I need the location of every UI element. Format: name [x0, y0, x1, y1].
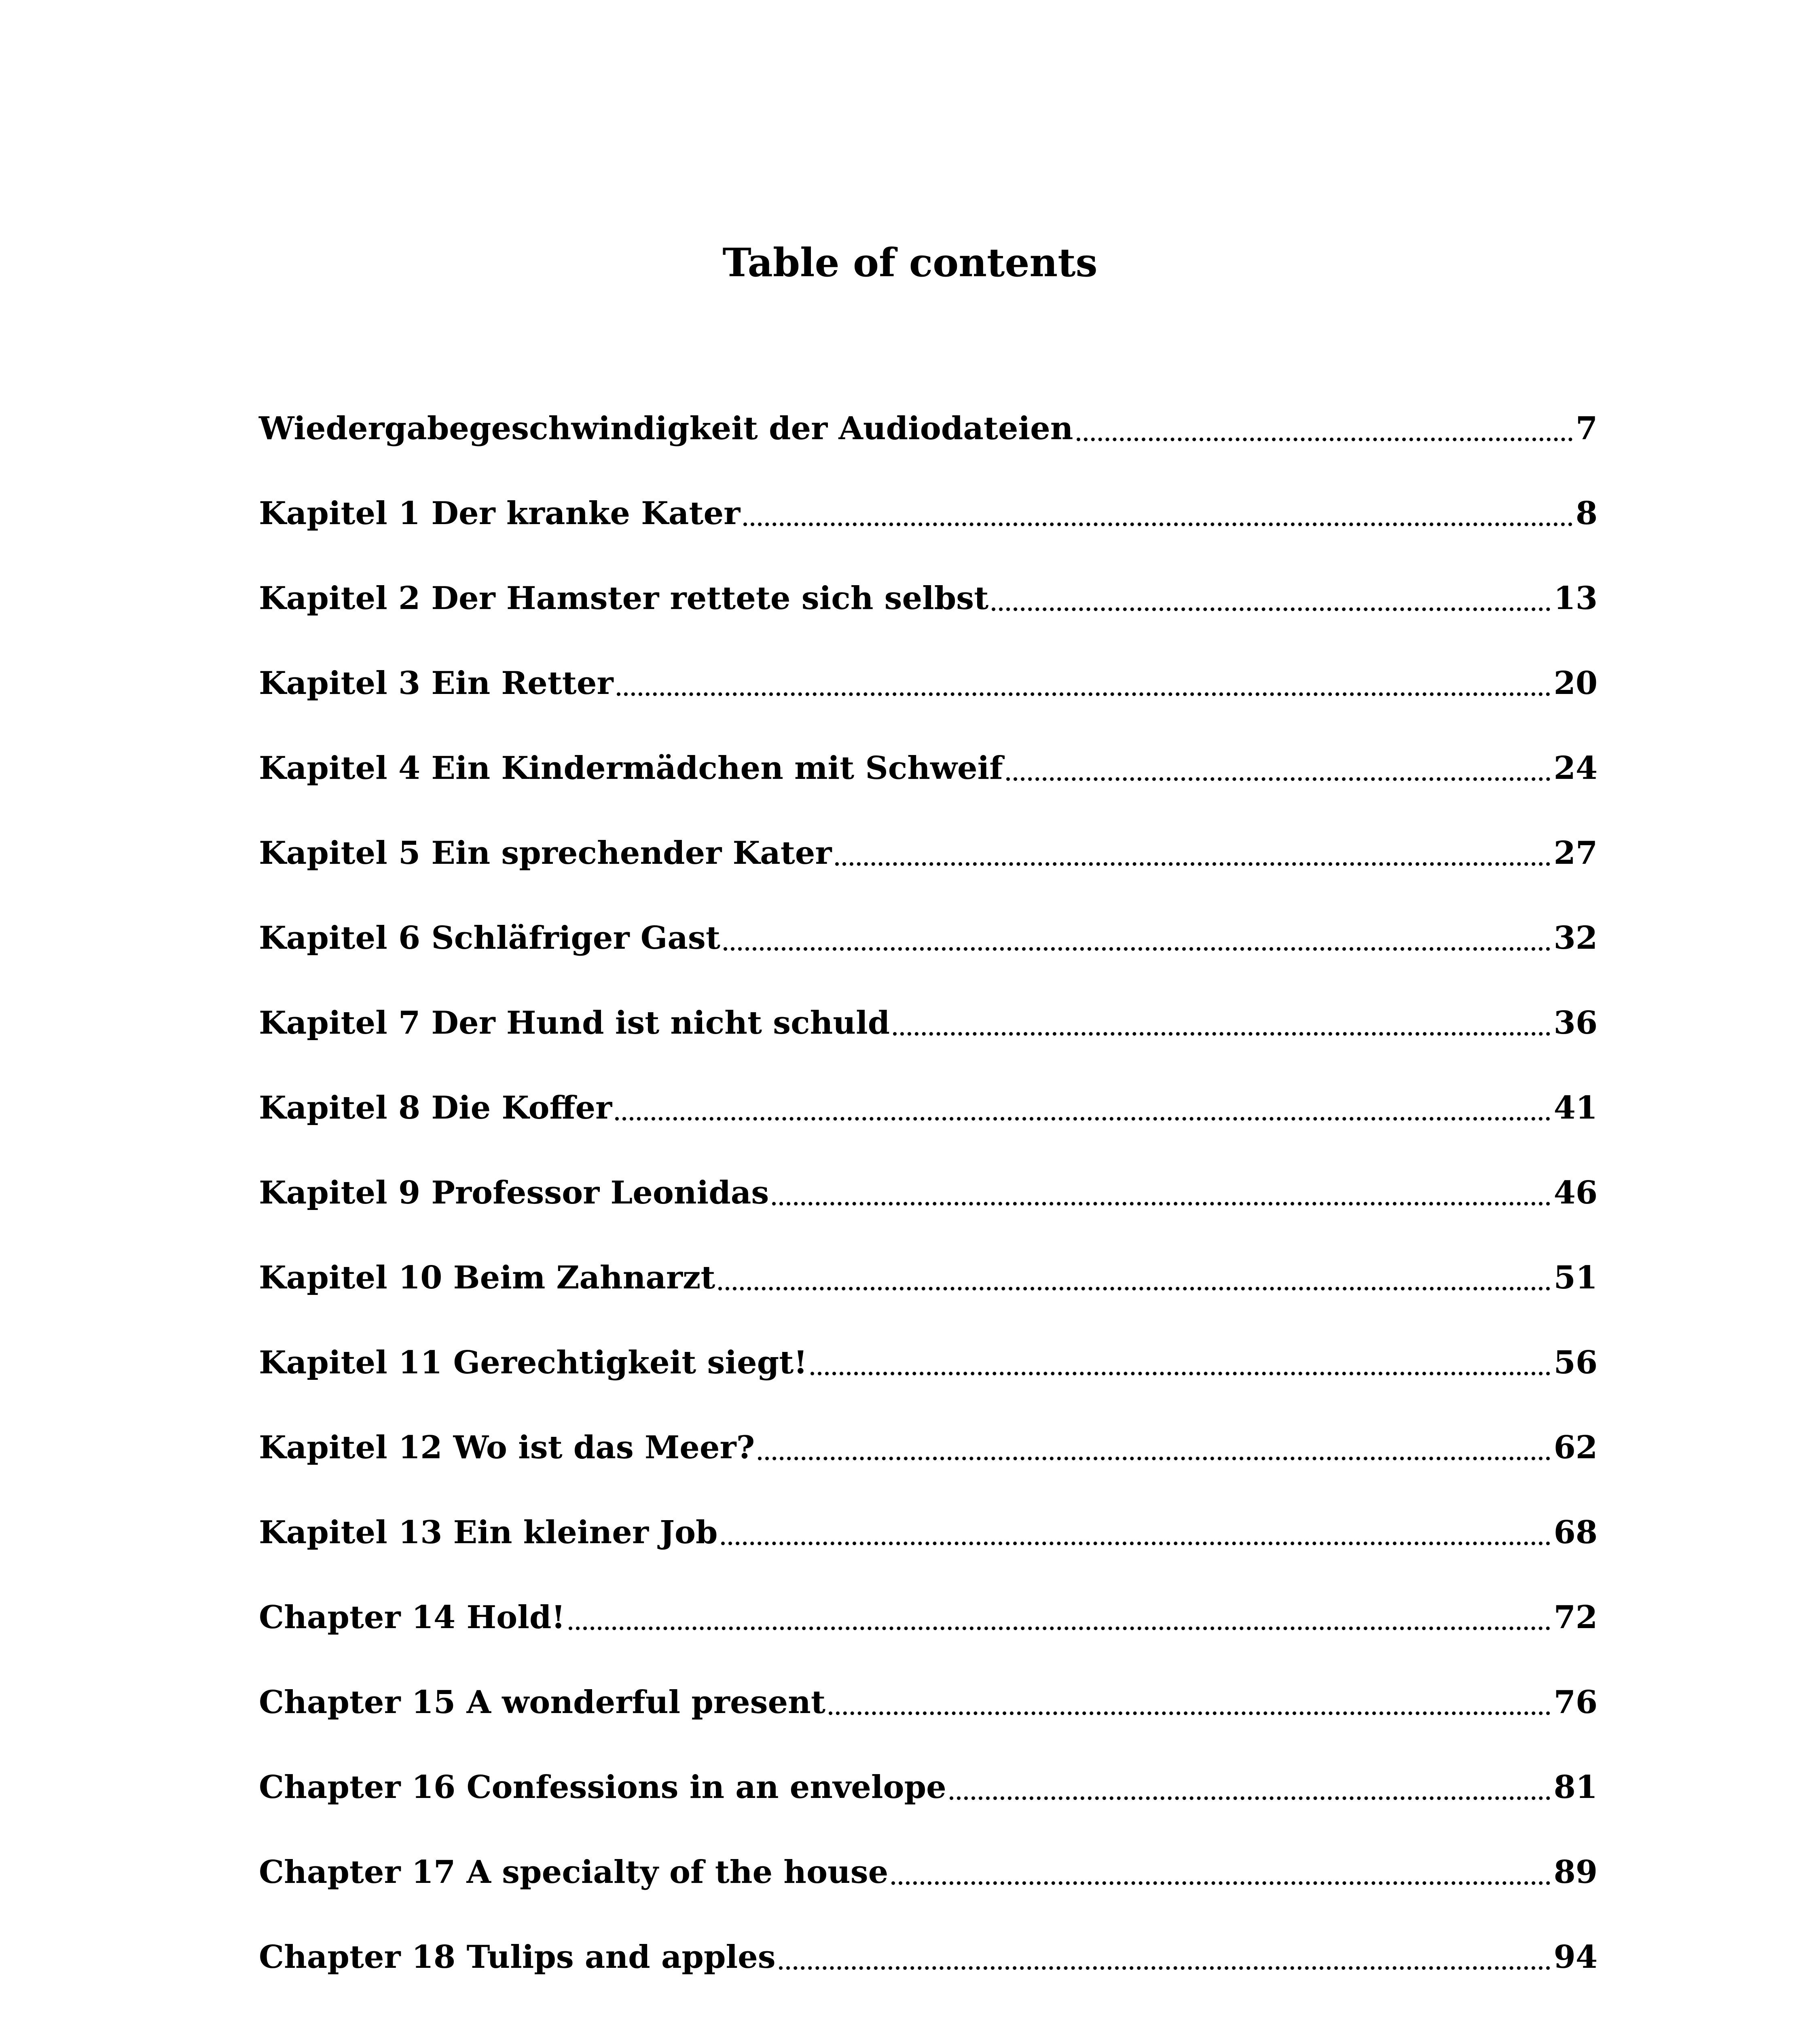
toc-entry-label: Kapitel 1 Der kranke Kater	[259, 495, 741, 532]
dot-leader	[718, 1287, 1550, 1290]
toc-entry-page: 51	[1553, 1259, 1598, 1296]
toc-entry[interactable]	[259, 1300, 1598, 1385]
toc-entry-label: Kapitel 3 Ein Retter	[259, 665, 614, 702]
toc-entry-label: Kapitel 13 Ein kleiner Job	[259, 1514, 718, 1551]
toc-entry-page: 13	[1553, 580, 1598, 617]
toc-entry[interactable]	[259, 1045, 1598, 1130]
toc-entry-page: 7	[1575, 410, 1598, 447]
toc-title: Table of contents	[722, 240, 1098, 286]
toc-entry-page: 41	[1553, 1089, 1598, 1126]
toc-entry[interactable]	[259, 1130, 1598, 1215]
dot-leader	[829, 1711, 1551, 1715]
dot-leader	[893, 1032, 1550, 1036]
toc-entry-label: Kapitel 11 Gerechtigkeit siegt!	[259, 1344, 808, 1381]
dot-leader	[891, 1881, 1550, 1885]
dot-leader	[811, 1372, 1550, 1375]
toc-entry-label: Kapitel 8 Die Koffer	[259, 1089, 612, 1126]
toc-entry-page: 62	[1553, 1429, 1598, 1466]
toc-entry[interactable]	[259, 1555, 1598, 1640]
toc-entry[interactable]	[259, 1725, 1598, 1810]
toc-entry[interactable]	[259, 451, 1598, 536]
dot-leader	[758, 1457, 1550, 1460]
toc-entry[interactable]	[259, 1470, 1598, 1555]
toc-entry-page: 76	[1553, 1684, 1598, 1721]
dot-leader	[721, 1542, 1551, 1545]
toc-entry-label: Kapitel 4 Ein Kindermädchen mit Schweif	[259, 750, 1003, 787]
toc-entry-label: Wiedergabegeschwindigkeit der Audiodateien	[259, 410, 1073, 447]
toc-entry-page: 89	[1553, 1854, 1598, 1891]
dot-leader	[835, 862, 1551, 866]
toc-entry-page: 27	[1553, 835, 1598, 871]
toc-entry-label: Kapitel 5 Ein sprechender Kater	[259, 835, 832, 871]
dot-leader	[1077, 438, 1572, 441]
toc-entry-label: Kapitel 9 Professor Leonidas	[259, 1174, 769, 1211]
toc-entry-page: 94	[1553, 1939, 1598, 1975]
toc-entry-page: 32	[1553, 920, 1598, 956]
toc-entry-page: 24	[1553, 750, 1598, 787]
toc-entry-page: 8	[1575, 495, 1598, 532]
toc-list	[259, 366, 1598, 1980]
dot-leader	[772, 1202, 1550, 1206]
toc-entry-page: 72	[1553, 1599, 1598, 1636]
dot-leader	[743, 522, 1572, 526]
toc-entry[interactable]	[259, 1385, 1598, 1470]
toc-entry-label: Chapter 17 A specialty of the house	[259, 1854, 889, 1891]
toc-entry-label: Kapitel 10 Beim Zahnarzt	[259, 1259, 715, 1296]
dot-leader	[569, 1626, 1551, 1630]
dot-leader	[779, 1966, 1551, 1970]
toc-entry-page: 68	[1553, 1514, 1598, 1551]
dot-leader	[724, 947, 1551, 951]
toc-entry-label: Chapter 14 Hold!	[259, 1599, 565, 1636]
toc-entry-label: Kapitel 6 Schläfriger Gast	[259, 920, 720, 956]
toc-entry-label: Kapitel 2 Der Hamster rettete sich selbst	[259, 580, 989, 617]
toc-entry-label: Chapter 18 Tulips and apples	[259, 1939, 776, 1975]
toc-entry[interactable]	[259, 1895, 1598, 1980]
dot-leader	[617, 692, 1551, 696]
toc-entry-label: Kapitel 7 Der Hund ist nicht schuld	[259, 1005, 890, 1041]
dot-leader	[992, 607, 1550, 611]
toc-entry-page: 20	[1553, 665, 1598, 702]
dot-leader	[1006, 777, 1551, 781]
toc-entry[interactable]	[259, 876, 1598, 960]
toc-entry[interactable]	[259, 1810, 1598, 1895]
toc-entry[interactable]	[259, 621, 1598, 706]
toc-entry[interactable]	[259, 791, 1598, 876]
toc-entry-label: Kapitel 12 Wo ist das Meer?	[259, 1429, 755, 1466]
toc-entry[interactable]	[259, 366, 1598, 451]
toc-entry-label: Chapter 16 Confessions in an envelope	[259, 1769, 946, 1806]
toc-entry-page: 81	[1553, 1769, 1598, 1806]
toc-entry-page: 46	[1553, 1174, 1598, 1211]
dot-leader	[950, 1796, 1551, 1800]
toc-entry[interactable]	[259, 706, 1598, 791]
toc-entry-page: 36	[1553, 1005, 1598, 1041]
toc-entry[interactable]	[259, 1640, 1598, 1725]
dot-leader	[615, 1117, 1550, 1121]
toc-entry[interactable]	[259, 1215, 1598, 1300]
toc-entry-label: Chapter 15 A wonderful present	[259, 1684, 825, 1721]
toc-entry[interactable]	[259, 960, 1598, 1045]
toc-entry-page: 56	[1553, 1344, 1598, 1381]
toc-entry[interactable]	[259, 536, 1598, 621]
